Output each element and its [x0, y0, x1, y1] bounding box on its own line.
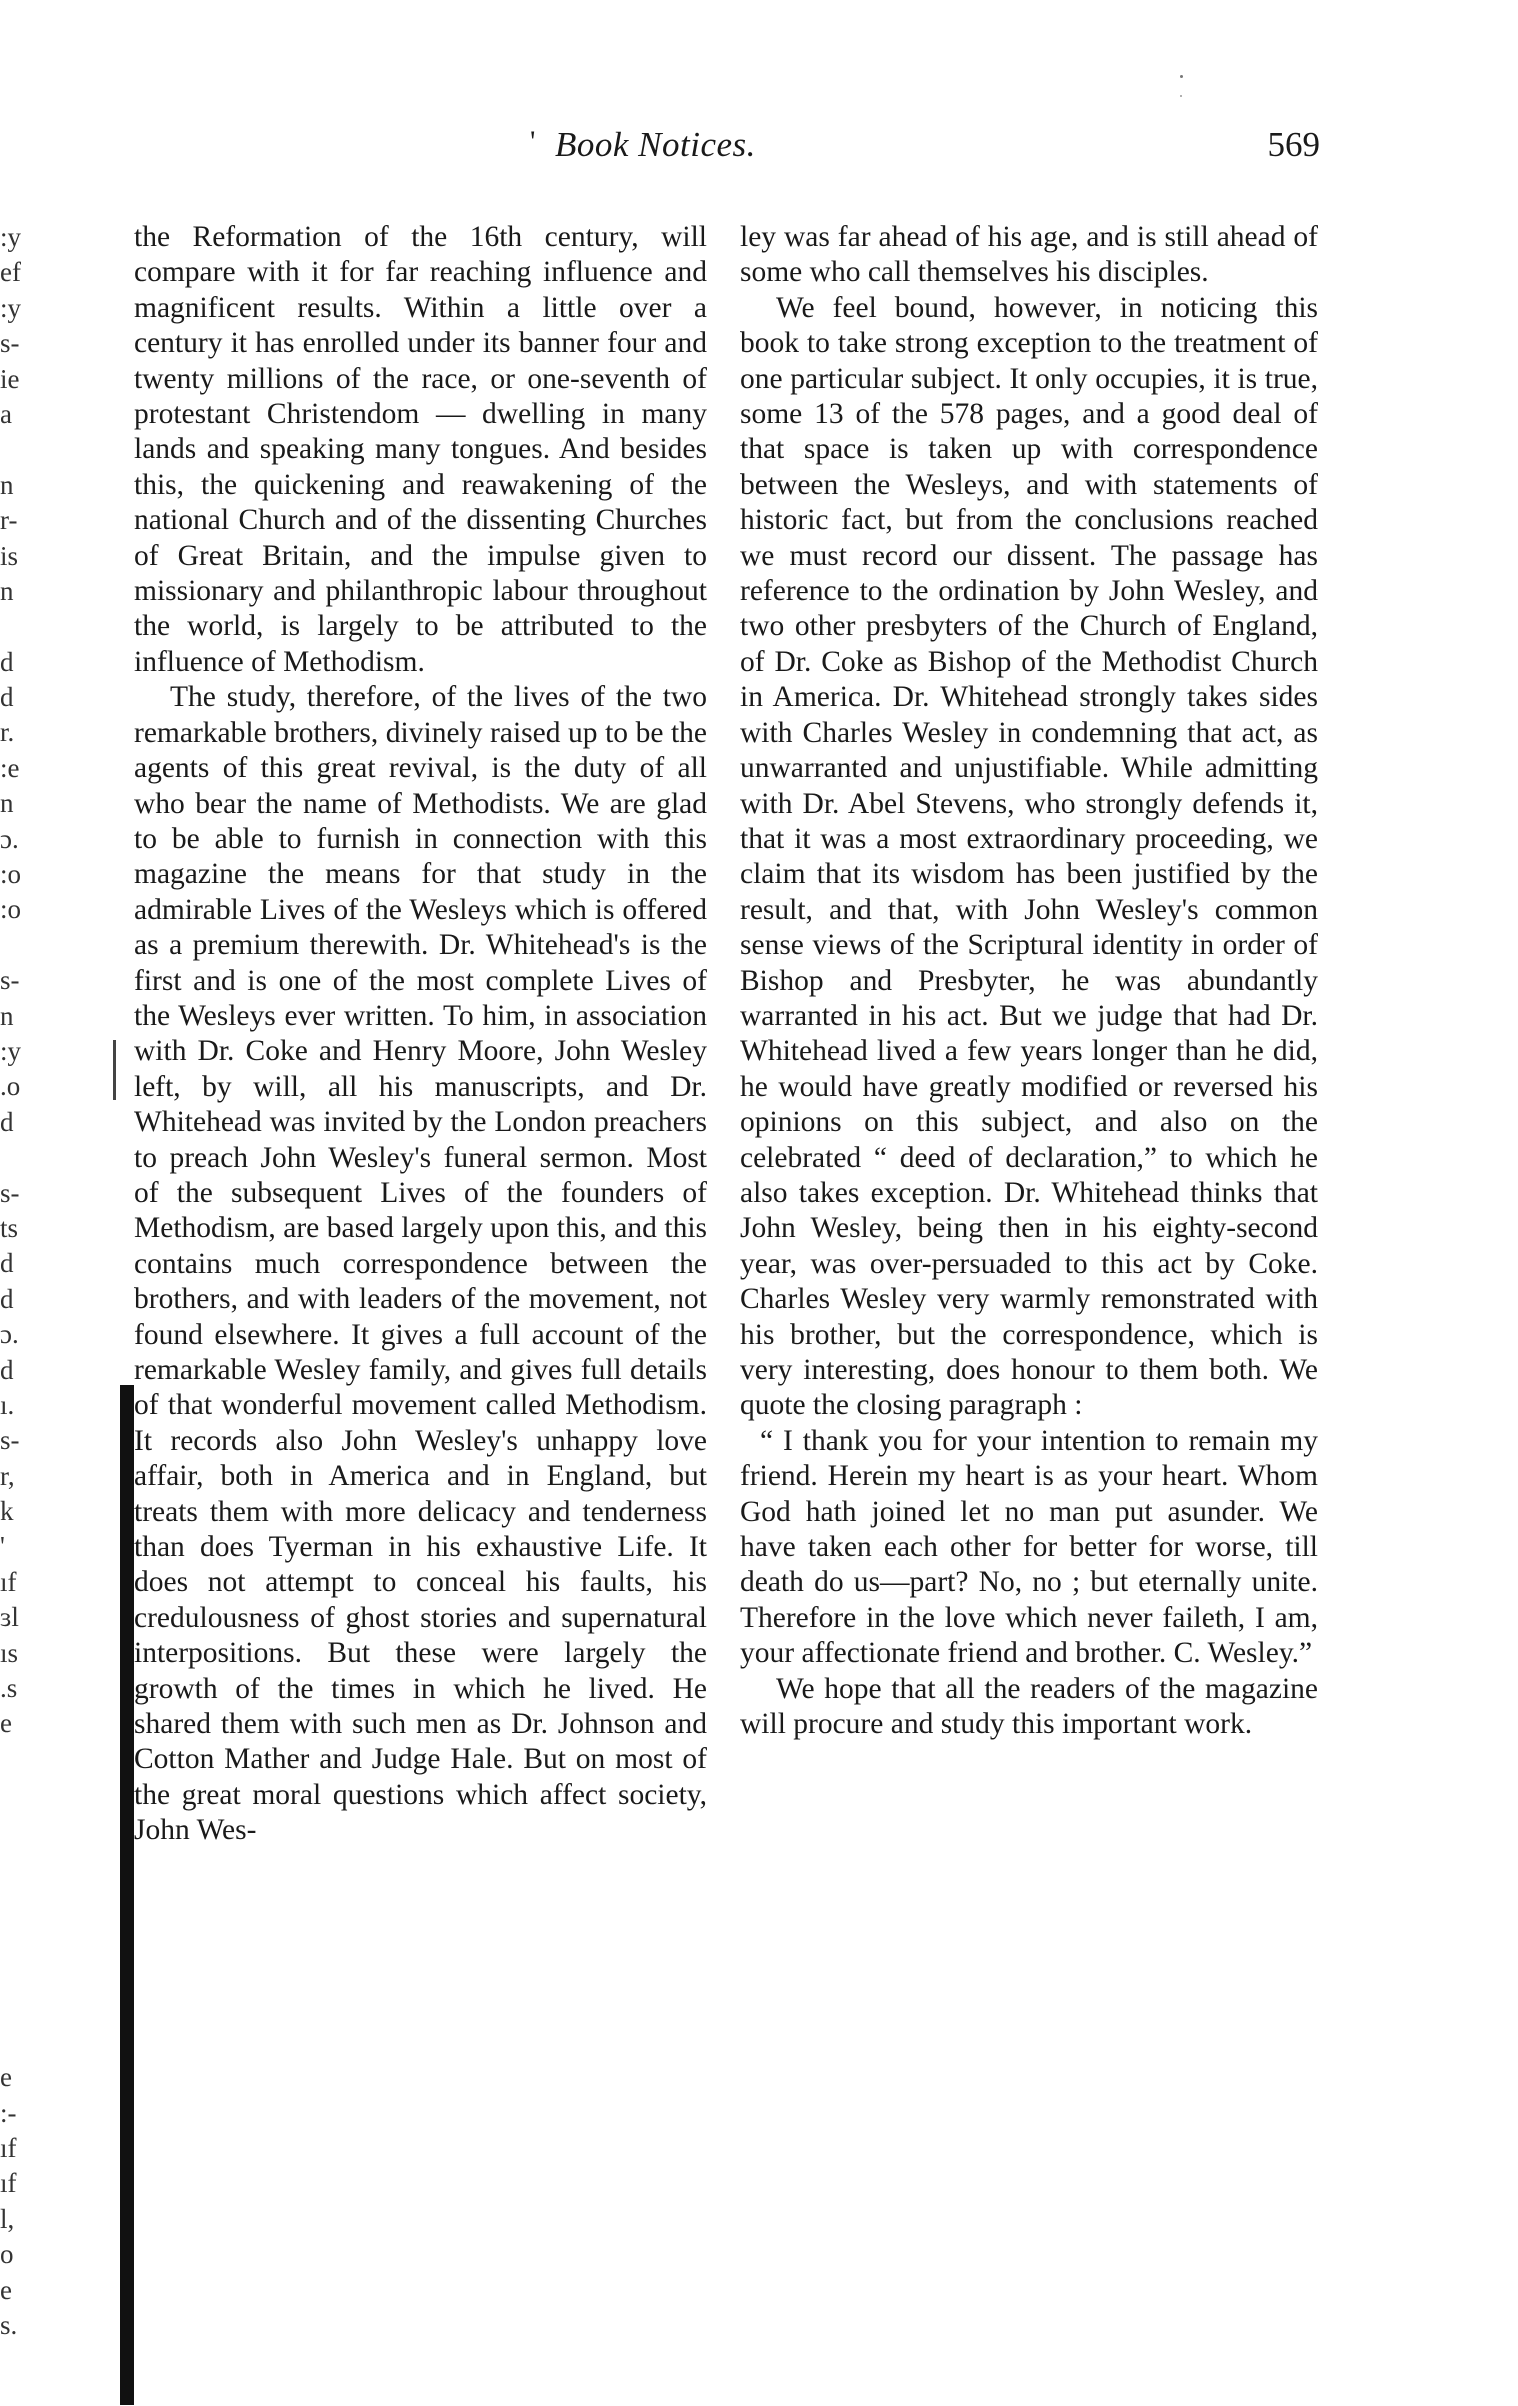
fragment-glyph: is	[0, 540, 19, 571]
fragment-glyph	[0, 1813, 100, 1848]
fragment-glyph: a	[0, 398, 12, 429]
fragment-glyph	[0, 1919, 100, 1954]
fragment-glyph: ıf	[0, 2168, 17, 2199]
quoted-letter: “ I thank you for your intention to remain my friend. Herein my heart is as your heart. Whom God hath joined let no man put asunder. We have taken each other for better for worse, till death do us—part? No, no ; but eternally unite. Therefore in the love which never faileth, I am, your affectionate friend and brother. C. Wesley.”	[740, 1424, 1318, 1670]
fragment-glyph: d	[0, 1106, 14, 1137]
fragment-glyph: ı.	[0, 1389, 15, 1420]
page-speck	[1180, 95, 1182, 97]
fragment-glyph: d	[0, 1283, 14, 1314]
fragment-glyph: s.	[0, 2310, 18, 2341]
running-title: Book Notices.	[555, 125, 756, 164]
fragment-glyph: n	[0, 788, 14, 819]
fragment-glyph: .s	[0, 1673, 18, 1704]
fragment-glyph: e	[0, 2062, 12, 2093]
fragment-glyph	[0, 1742, 100, 1777]
fragment-glyph	[0, 1777, 100, 1812]
fragment-glyph: '	[0, 1531, 5, 1562]
paragraph: the Reformation of the 16th century, will compare with it for far reaching influence and magnificent results. Within a little over a century it has enrolled under its banner four and twenty millions of the race, or one-seventh of protestant Christendom — dwelling in many lands and speaking many tongues. And besides this, the quickening and reawakening of the national Church and of the dissenting Churches of Great Britain, and the impulse given to missionary and philanthropic labour throughout the world, is largely to be attributed to the influence of Methodism.	[134, 221, 707, 678]
fragment-glyph: l,	[0, 2203, 15, 2234]
fragment-glyph	[0, 2025, 100, 2060]
fragment-glyph: s-	[0, 965, 20, 996]
paragraph: We feel bound, however, in noticing this book to take strong exception to the treatment of one particular subject. It only occupies, it is true, some 13 of the 578 pages, and a good deal of that space is taken up with correspondence between the Wesleys, and with statements of historic fact, but from the conclusions reached we must record our dissent. The passage has reference to the ordination by John Wesley, and two other presbyters of the Church of England, of Dr. Coke as Bishop of the Methodist Church in America. Dr. Whitehead strongly takes sides with Charles Wesley in condemning that act, as unwarranted and unjustifiable. While admitting with Dr. Abel Stevens, who strongly defends it, that it was a most extraordinary proceeding, we claim that its wisdom has been justified by the result, and that, with John Wesley's common sense views of the Scriptural identity in order of Bishop and Presbyter, he was abundantly warranted in his act. But we judge that had Dr. Whitehead lived a few years longer than he did, he would have greatly modified or reversed his opinions on this subject, and also on the celebrated “ deed of declaration,” to which he also takes exception. Dr. Whitehead thinks that John Wesley, being then in his eighty-second year, was over-persuaded to this act by Coke. Charles Wesley very warmly remonstrated with his brother, but the correspondence, which is very interesting, does honour to them both. We quote the closing paragraph :	[740, 291, 1318, 1422]
header-tick: '	[530, 125, 536, 158]
fragment-glyph: k	[0, 1496, 14, 1527]
fragment-glyph: ts	[0, 1212, 19, 1243]
fragment-glyph: ɜl	[0, 1602, 19, 1633]
binding-shadow-thin	[113, 1040, 116, 1100]
fragment-glyph: ıf	[0, 1566, 17, 1597]
fragment-glyph: n	[0, 1000, 14, 1031]
fragment-glyph: :y	[0, 292, 22, 323]
fragment-glyph: :e	[0, 752, 20, 783]
fragment-glyph	[0, 609, 100, 644]
binding-shadow	[120, 1385, 134, 2405]
paragraph: ley was far ahead of his age, and is still ahead of some who call themselves his disciples.	[740, 221, 1318, 289]
fragment-glyph: d	[0, 1248, 14, 1279]
right-column	[740, 220, 1318, 1742]
fragment-glyph: r,	[0, 1460, 15, 1491]
fragment-glyph: r-	[0, 505, 18, 536]
fragment-glyph: ıf	[0, 2133, 17, 2164]
page-number: 569	[1267, 125, 1320, 164]
fragment-glyph: d	[0, 1354, 14, 1385]
fragment-glyph: r.	[0, 717, 15, 748]
fragment-glyph: s-	[0, 1177, 20, 1208]
facing-page-fragments	[0, 220, 100, 2343]
fragment-glyph: e	[0, 2274, 12, 2305]
fragment-glyph: :y	[0, 1035, 22, 1066]
fragment-glyph: :o	[0, 859, 22, 890]
fragment-glyph: e	[0, 1708, 12, 1739]
fragment-glyph: d	[0, 646, 14, 677]
fragment-glyph	[0, 432, 100, 467]
fragment-glyph: .o	[0, 1071, 21, 1102]
paragraph: We hope that all the readers of the magazine will procure and study this important work.	[740, 1672, 1318, 1741]
fragment-glyph: o	[0, 2239, 14, 2270]
paragraph: The study, therefore, of the lives of the two remarkable brothers, divinely raised up to be the agents of this great revival, is the duty of all who bear the name of Methodists. We are glad to be able to furnish in connection with this magazine the means for that study in the admirable Lives of the Wesleys which is offered as a premium therewith. Dr. Whitehead's is the first and is one of the most complete Lives of the Wesleys ever written. To him, in association with Dr. Coke and Henry Moore, John Wesley left, by will, all his manuscripts, and Dr. Whitehead was invited by the London preachers to preach John Wesley's funeral sermon. Most of the subsequent Lives of the founders of Methodism, are based largely upon this, and this contains much correspondence between the brothers, and with leaders of the movement, not found elsewhere. It gives a full account of the remarkable Wesley family, and gives full details of that wonderful movement called Methodism. It records also John Wesley's unhappy love affair, both in America and in England, but treats them with more delicacy and tenderness than does Tyerman in his exhaustive Life. It does not attempt to conceal his faults, his credulousness of ghost stories and supernatural interpositions. But these were largely the growth of the times in which he lived. He shared them with such men as Dr. Johnson and Cotton Mather and Judge Hale. But on most of the great moral questions which affect society, John Wes-	[134, 681, 707, 1847]
fragment-glyph: :o	[0, 894, 22, 925]
fragment-glyph: n	[0, 469, 14, 500]
fragment-glyph: :y	[0, 222, 22, 252]
fragment-glyph: ef	[0, 257, 21, 288]
running-header	[135, 125, 1320, 175]
fragment-glyph	[0, 1883, 100, 1918]
fragment-glyph: s-	[0, 1425, 20, 1456]
fragment-glyph: s-	[0, 328, 20, 359]
fragment-glyph: ie	[0, 363, 20, 394]
fragment-glyph	[0, 1990, 100, 2025]
left-column	[134, 220, 707, 1849]
fragment-glyph	[0, 1848, 100, 1883]
fragment-glyph	[0, 1954, 100, 1989]
fragment-glyph: ɔ.	[0, 1319, 19, 1350]
fragment-glyph: n	[0, 575, 14, 606]
page-speck	[1180, 75, 1183, 78]
fragment-glyph	[0, 1140, 100, 1175]
fragment-glyph	[0, 928, 100, 963]
fragment-glyph: ɔ.	[0, 823, 19, 854]
fragment-glyph: d	[0, 682, 14, 713]
fragment-glyph: :-	[0, 2097, 17, 2128]
fragment-glyph: ıs	[0, 1637, 19, 1668]
